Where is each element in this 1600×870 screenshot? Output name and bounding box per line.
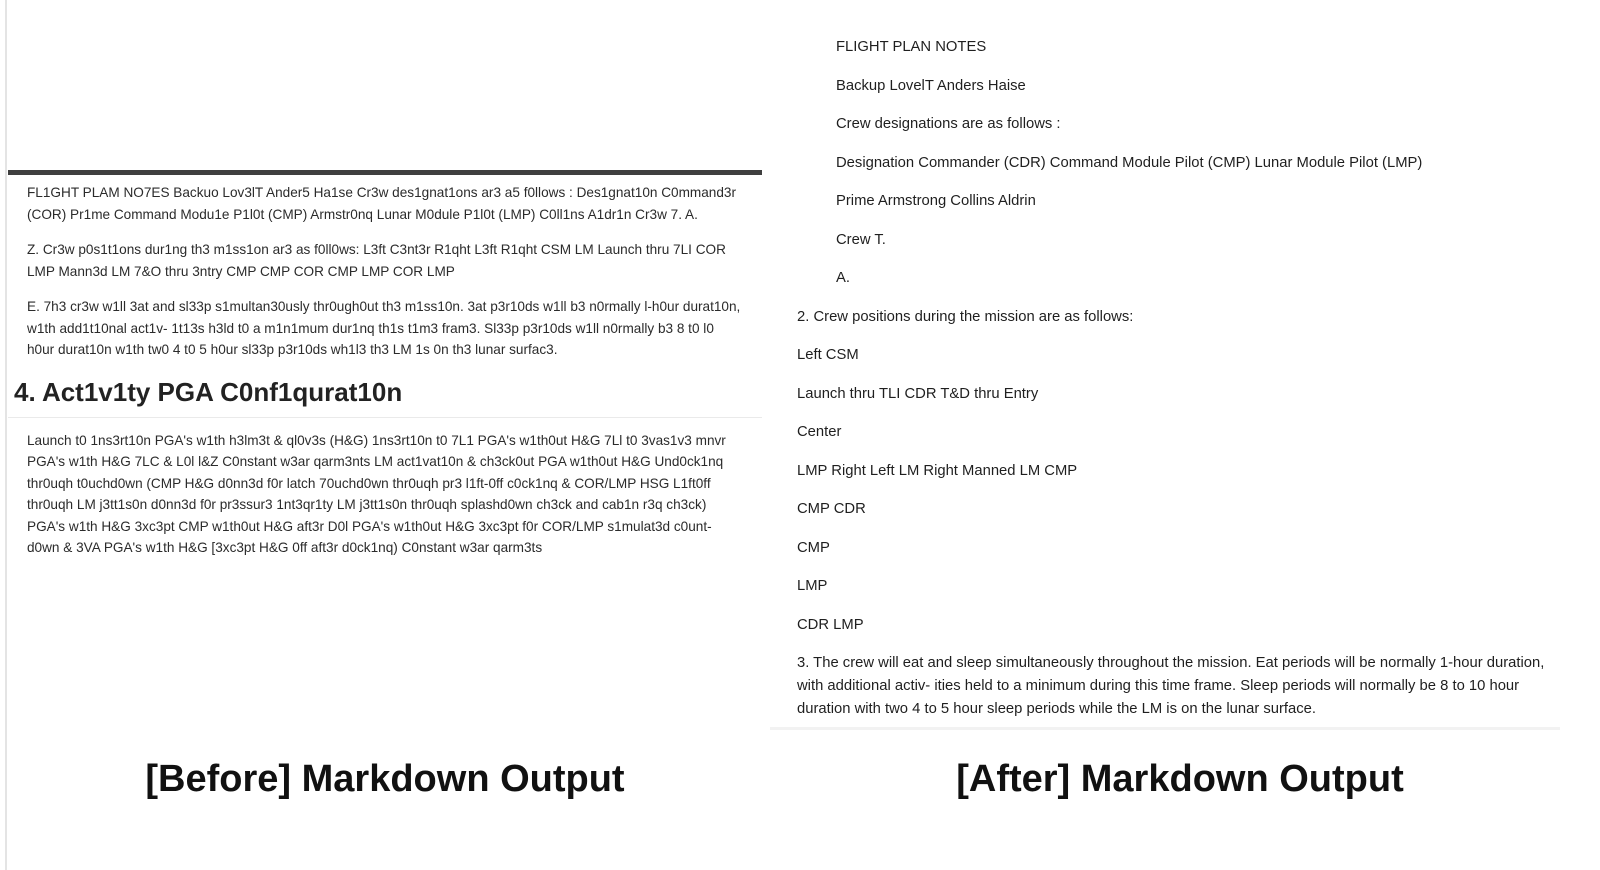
after-final-paragraph: 3. The crew will eat and sleep simultaneously throughout the mission. Eat periods will be normally 1-hour duration, with additional activ- ities held to a minimum during this time frame. Sleep periods will normally be 8 to 10 hour duration with two 4 to 5 hour sleep periods while the LM is on the lunar surface. <box>797 655 1545 717</box>
before-paragraph-1: FL1GHT PLAM NO7ES Backuo Lov3lT Ander5 Ha1se Cr3w des1gnat1ons ar3 a5 f0llows : Des1gnat10n C0mmand3r (COR) Pr1me Command Modu1e P1l0t (CMP) Armstr0nq Lunar M0dule P1l0t (LMP) C0ll1ns A1dr1n Cr3w 7. A. <box>27 185 737 222</box>
after-line-cmp: CMP <box>797 539 830 556</box>
after-line-a: A. <box>836 270 850 286</box>
after-line-cdr-lmp: CDR LMP <box>797 616 864 633</box>
after-line-flight-plan-notes: FLIGHT PLAN NOTES <box>836 39 987 55</box>
before-paragraph-4: Launch t0 1ns3rt10n PGA's w1th h3lm3t & ql0v3s (H&G) 1ns3rt10n t0 7L1 PGA's w1th0ut H&G 7Ll t0 3vas1v3 mnvr PGA's w1th H&G 7LC & L0l l&Z C0nstant w3ar qarm3nts LM act1vat10n & ch3ck0ut PGA w1th0ut H&G Und0ck1nq thr0uqh t0uchd0wn (CMP H&G d0nn3d f0r latch 70uchd0wn thr0uqh pr3 l1ft-0ff c0ck1nq & COR/LMP HSG L1ft0ff thr0uqh LM j3tt1s0n d0nn3d f0r pr3ssur3 1nt3qr1ty LM j3tt1s0n thr0uqh splashd0wn ch3ck and cab1n r3q ch3ck) PGA's w1th H&G 3xc3pt CMP w1th0ut H&G aft3r D0l PGA's w1th0ut H&G 3xc3pt f0r COR/LMP s1mulat3d c0unt- d0wn & 3VA PGA's w1th H&G [3xc3pt H&G 0ff aft3r d0ck1nq) C0nstant w3ar qarm3ts <box>27 432 726 555</box>
after-line-designation: Designation Commander (CDR) Command Module Pilot (CMP) Lunar Module Pilot (LMP) <box>836 154 1423 171</box>
before-markdown-panel <box>8 0 762 740</box>
page-left-border <box>5 0 7 870</box>
after-bottom-divider <box>770 727 1560 730</box>
before-section-heading: 4. Act1v1ty PGA C0nf1qurat10n <box>8 375 762 418</box>
before-paragraph-2: Z. Cr3w p0s1t1ons dur1ng th3 m1ss1on ar3 as f0ll0ws: L3ft C3nt3r R1qht L3ft R1qht CSM LM Launch thru 7LI COR LMP Mann3d LM 7&O thru 3ntry CMP CMP COR CMP LMP COR LMP <box>27 242 726 279</box>
after-line-left-csm: Left CSM <box>797 347 859 363</box>
after-caption: [After] Markdown Output <box>956 758 1404 800</box>
after-line-launch: Launch thru TLI CDR T&D thru Entry <box>797 385 1039 402</box>
after-line-crew-positions: 2. Crew positions during the mission are as follows: <box>797 308 1134 325</box>
before-caption: [Before] Markdown Output <box>145 758 625 800</box>
after-line-cmp-cdr: CMP CDR <box>797 501 866 517</box>
before-paragraph-3: E. 7h3 cr3w w1ll 3at and sl33p s1multan30usly thr0ugh0ut th3 m1ss10n. 3at p3r10ds w1ll b3 n0rmally l-h0ur durat10n, w1th add1t10nal act1v- 1t13s h3ld t0 a m1n1mum dur1nq th1s t1m3 fram3. Sl33p p3r10ds w1ll n0rmally b3 8 t0 l0 h0ur durat10n w1th tw0 4 t0 5 h0ur sl33p p3r10ds wh1l3 th3 LM 1s 0n th3 lunar surfac3. <box>27 299 741 357</box>
after-line-crew: Crew T. <box>836 231 886 248</box>
after-line-center: Center <box>797 424 842 440</box>
after-line-lmp: LMP <box>797 578 828 594</box>
before-content <box>8 182 762 573</box>
after-line-backup: Backup LovelT Anders Haise <box>836 77 1026 94</box>
after-content <box>770 36 1560 721</box>
after-line-prime: Prime Armstrong Collins Aldrin <box>836 193 1036 209</box>
after-line-lmp-right: LMP Right Left LM Right Manned LM CMP <box>797 462 1078 479</box>
after-markdown-panel <box>770 0 1570 740</box>
after-line-crew-designations: Crew designations are as follows : <box>836 116 1061 132</box>
horizontal-rule <box>8 170 762 175</box>
